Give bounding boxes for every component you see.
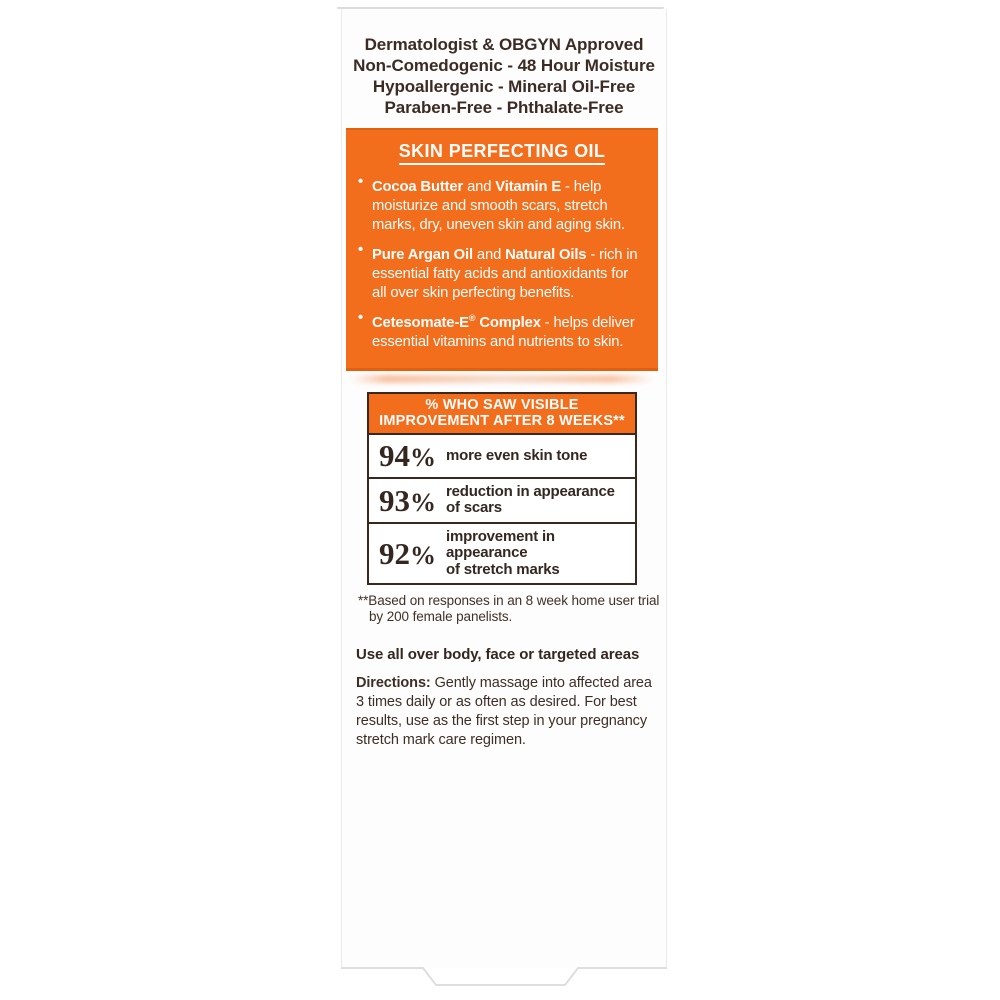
stats-header-line: % WHO SAW VISIBLE <box>425 396 579 413</box>
stat-value: 93 <box>379 482 410 518</box>
stats-header-line: IMPROVEMENT AFTER 8 WEEKS** <box>379 412 625 429</box>
stats-table-header <box>369 394 635 433</box>
joiner-text: and <box>472 246 506 263</box>
stat-desc-line: reduction in appearance <box>446 482 615 500</box>
directions-paragraph <box>356 674 656 750</box>
stat-value: 92 <box>379 536 410 572</box>
ingredient-name: Pure Argan Oil <box>372 246 473 263</box>
stat-desc-line: of scars <box>446 499 502 517</box>
footnote <box>358 593 666 624</box>
package-back-panel <box>341 9 667 968</box>
bullet-icon <box>358 309 367 352</box>
stat-description <box>446 448 587 465</box>
stats-row <box>369 477 635 522</box>
box-bottom-edge <box>330 958 680 992</box>
stat-percentage <box>379 536 436 572</box>
stat-description <box>446 484 615 517</box>
joiner-text: and <box>463 178 496 195</box>
stat-value: 94 <box>379 438 410 474</box>
bullet-icon <box>358 173 367 235</box>
ingredient-bullet <box>358 241 646 303</box>
claim-line: Paraben-Free - Phthalate-Free <box>384 98 624 117</box>
claims-block <box>342 34 666 118</box>
stat-desc-line: more even skin tone <box>446 446 588 464</box>
claim-line: Hypoallergenic - Mineral Oil-Free <box>372 77 636 96</box>
bullet-text <box>372 173 646 235</box>
stat-description <box>446 529 629 579</box>
blurred-fold-shadow <box>350 375 654 383</box>
percent-sign: % <box>410 443 436 473</box>
ingredient-name: Natural Oils <box>505 246 587 263</box>
footnote-line: **Based on responses in an 8 week home user trial <box>358 593 660 609</box>
stat-desc-line: improvement in appearance <box>446 527 555 562</box>
ingredient-name: Complex <box>475 314 541 331</box>
bullet-icon <box>358 241 367 303</box>
panel-title <box>358 141 646 165</box>
benefit-text: - help moisturize and smooth scars, stretch marks, dry, uneven skin and aging skin. <box>372 178 625 233</box>
directions-text: Gently massage into affected area 3 times daily or as often as desired. For best results, use as the first step in your pregnancy stretch mark care regimen. <box>356 675 652 749</box>
percent-sign: % <box>410 487 436 517</box>
ingredient-bullet <box>358 309 646 352</box>
panel-title-text: SKIN PERFECTING OIL <box>399 141 606 165</box>
bullet-text <box>372 241 646 303</box>
directions-label: Directions: <box>356 675 431 692</box>
bullet-text <box>372 309 646 352</box>
footnote-line: by 200 female panelists. <box>369 608 513 624</box>
benefit-text: - rich in essential fatty acids and antioxidants for all over skin perfecting benefits. <box>372 246 638 301</box>
ingredient-bullet <box>358 173 646 235</box>
stats-table <box>367 392 637 586</box>
ingredient-name: Cetesomate-E <box>372 314 469 331</box>
stat-desc-line: of stretch marks <box>446 560 560 578</box>
skin-perfecting-oil-panel <box>346 128 658 371</box>
stat-percentage <box>379 438 436 474</box>
registered-mark: ® <box>468 312 476 323</box>
stats-row <box>369 433 635 477</box>
usage-heading: Use all over body, face or targeted areas <box>356 646 640 664</box>
ingredient-name: Cocoa Butter <box>372 178 464 195</box>
stats-row <box>369 522 635 584</box>
percent-sign: % <box>410 541 436 571</box>
ingredient-name: Vitamin E <box>495 178 562 195</box>
claim-line: Non-Comedogenic - 48 Hour Moisture <box>353 56 655 75</box>
stat-percentage <box>379 482 436 518</box>
claim-line: Dermatologist & OBGYN Approved <box>364 35 644 54</box>
benefit-text: - helps deliver essential vitamins and nutrients to skin. <box>372 314 635 350</box>
